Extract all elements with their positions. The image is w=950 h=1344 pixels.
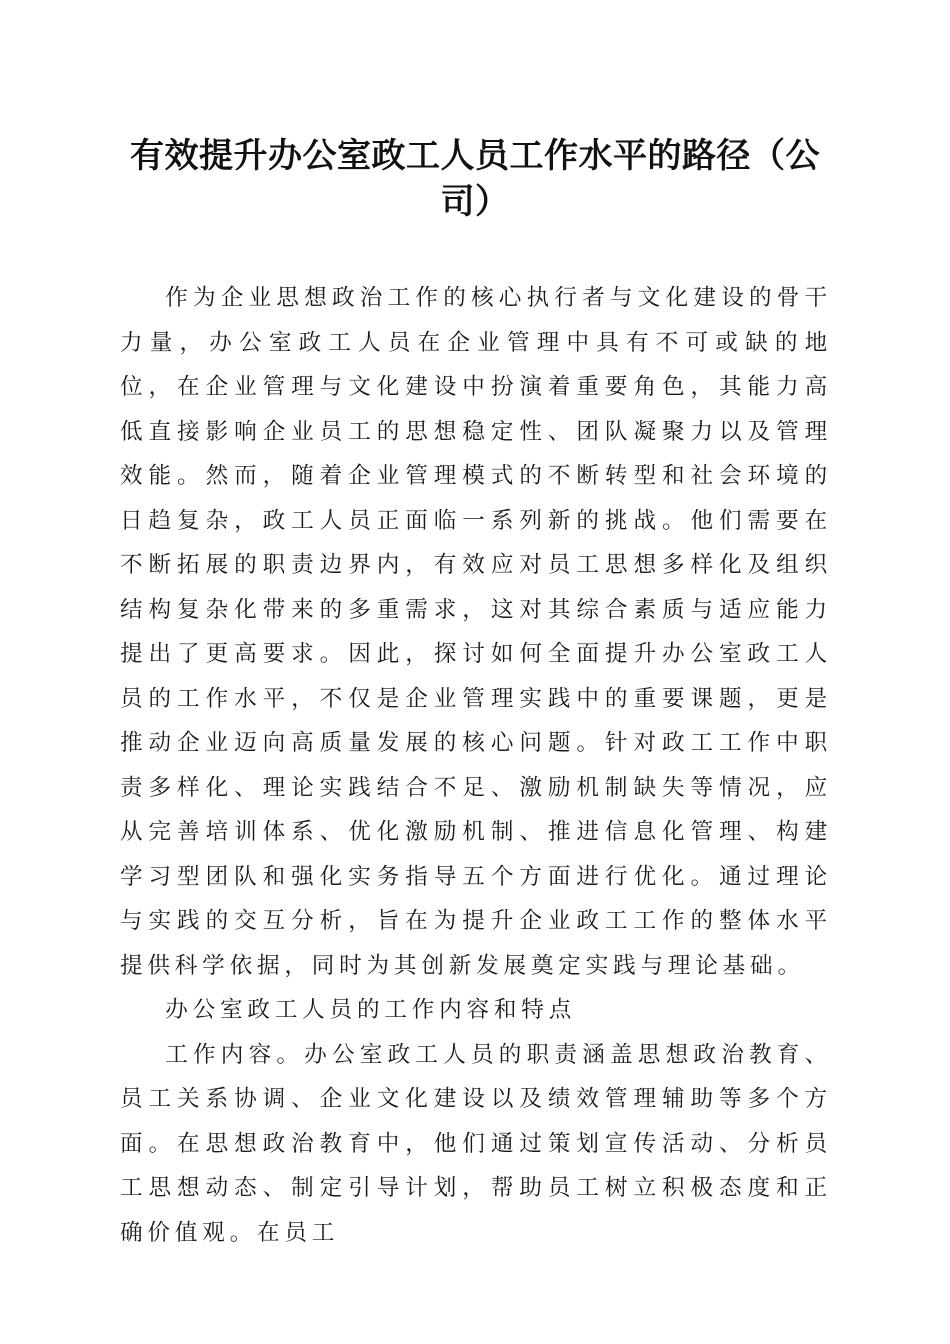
work-content-paragraph: 工作内容。办公室政工人员的职责涵盖思想政治教育、员工关系协调、企业文化建设以及绩效管理辅助等多个方面。在思想政治教育中，他们通过策划宣传活动、分析员工思想动态、制定引导计划，帮助员工树立积极态度和正确价值观。在员工 bbox=[120, 1041, 832, 1246]
document-body bbox=[120, 276, 832, 1255]
document-title: 有效提升办公室政工人员工作水平的路径（公司） bbox=[130, 136, 820, 222]
intro-paragraph: 作为企业思想政治工作的核心执行者与文化建设的骨干力量，办公室政工人员在企业管理中具有不可或缺的地位，在企业管理与文化建设中扮演着重要角色，其能力高低直接影响企业员工的思想稳定性、团队凝聚力以及管理效能。然而，随着企业管理模式的不断转型和社会环境的日趋复杂，政工人员正面临一系列新的挑战。他们需要在不断拓展的职责边界内，有效应对员工思想多样化及组织结构复杂化带来的多重需求，这对其综合素质与适应能力提出了更高要求。因此，探讨如何全面提升办公室政工人员的工作水平，不仅是企业管理实践中的重要课题，更是推动企业迈向高质量发展的核心问题。针对政工工作中职责多样化、理论实践结合不足、激励机制缺失等情况，应从完善培训体系、优化激励机制、推进信息化管理、构建学习型团队和强化实务指导五个方面进行优化。通过理论与实践的交互分析，旨在为提升企业政工工作的整体水平提供科学依据，同时为其创新发展奠定实践与理论基础。 bbox=[120, 285, 832, 979]
section-heading: 办公室政工人员的工作内容和特点 bbox=[165, 997, 577, 1023]
